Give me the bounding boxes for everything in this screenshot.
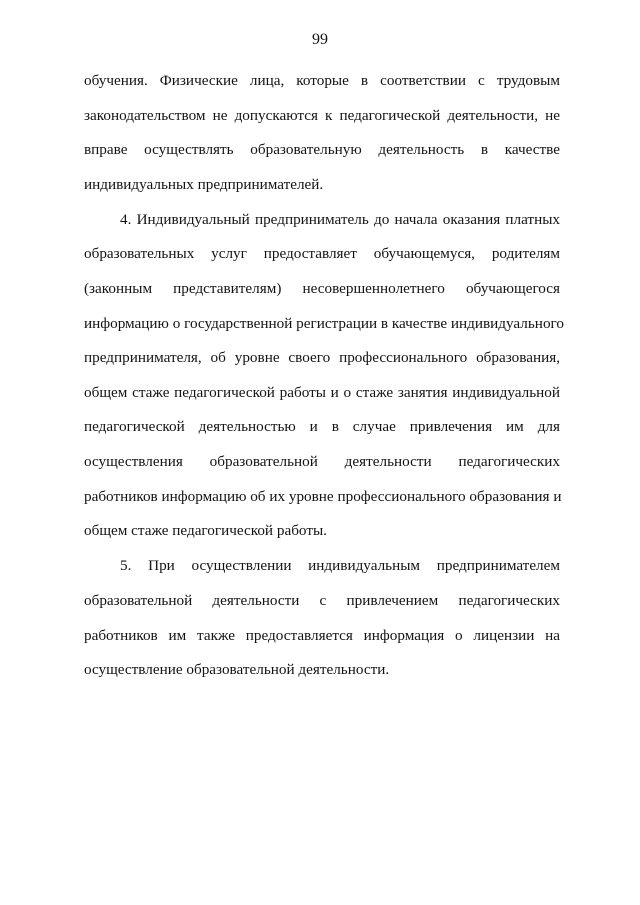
paragraph <box>84 549 560 687</box>
text-line: общем стаже педагогической работы и о стаже занятия индивидуальной <box>84 383 560 401</box>
document-body <box>84 64 564 688</box>
text-line: информацию о государственной регистрации в качестве индивидуального <box>84 314 564 332</box>
text-line: обучения. Физические лица, которые в соответствии с трудовым <box>84 72 560 89</box>
paragraph <box>84 64 560 202</box>
text-line: вправе осуществлять образовательную деятельность в качестве <box>84 141 560 159</box>
text-line: общем стаже педагогической работы. <box>84 522 327 540</box>
text-line: законодательством не допускаются к педагогической деятельности, не <box>84 106 560 124</box>
text-line: работников информацию об их уровне профессионального образования и <box>84 487 562 505</box>
text-line: предпринимателя, об уровне своего профессионального образования, <box>84 349 560 367</box>
text-line: осуществления образовательной деятельности педагогических <box>84 453 560 471</box>
text-line: (законным представителям) несовершеннолетнего обучающегося <box>84 280 560 298</box>
text-line: 5. При осуществлении индивидуальным предпринимателем <box>120 557 560 575</box>
text-line: работников им также предоставляется информация о лицензии на <box>84 626 560 644</box>
text-line: образовательной деятельности с привлечением педагогических <box>84 591 560 609</box>
text-line: осуществление образовательной деятельности. <box>84 661 390 679</box>
paragraph <box>84 203 564 549</box>
text-line: образовательных услуг предоставляет обучающемуся, родителям <box>84 245 560 263</box>
text-line: педагогической деятельностью и в случае привлечения им для <box>84 418 560 436</box>
text-line: индивидуальных предпринимателей. <box>84 175 324 193</box>
text-line: 4. Индивидуальный предприниматель до начала оказания платных <box>120 210 560 228</box>
page-number: 99 <box>312 31 328 48</box>
